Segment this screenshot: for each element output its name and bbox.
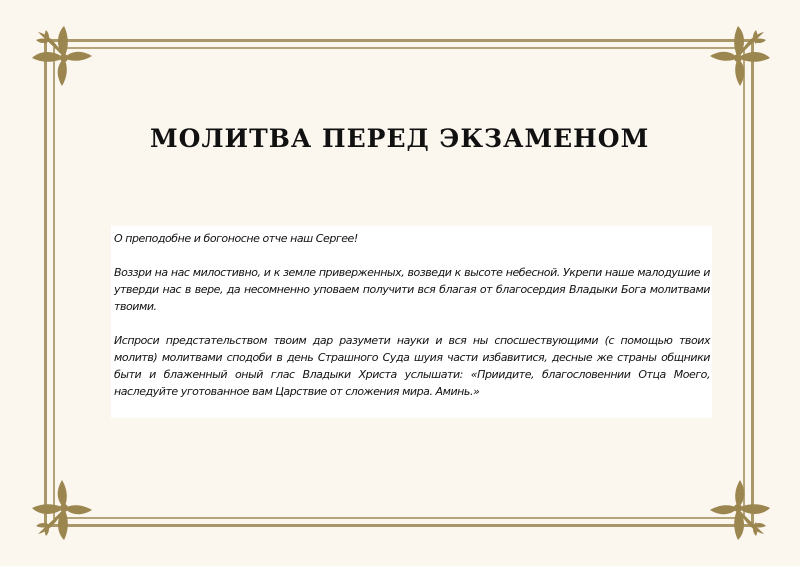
prayer-text-panel xyxy=(111,226,712,418)
corner-ornament-bottom-right-icon xyxy=(700,470,776,546)
corner-ornament-top-right-icon xyxy=(700,20,776,96)
corner-ornament-bottom-left-icon xyxy=(26,470,102,546)
page-title: МОЛИТВА ПЕРЕД ЭКЗАМЕНОМ xyxy=(150,124,650,153)
corner-ornament-top-left-icon xyxy=(26,20,102,96)
prayer-paragraph-1: О преподобне и богоносне отче наш Сергее! xyxy=(114,232,358,245)
prayer-paragraph-2: Воззри на нас милостивно, и к земле приверженных, возведи к высоте небесной. Укрепи наше малодушие и утверди нас в вере, да несомненно уповаем получити вся благая от благосердия Владыки Бога молитвами твоими. xyxy=(114,266,710,313)
prayer-paragraph-3: Испроси предстательством твоим дар разумети науки и вся ны спосшествующими (с помощью твоих молитв) молитвами сподоби в день Страшного Суда шуия части избавитися, десные же страны общники быти и блаженный оный глас Владыки Христа услышати: «Приидите, благословеннии Отца Моего, наследуйте уготованное вам Царствие от сложения мира. Аминь.» xyxy=(114,334,710,398)
